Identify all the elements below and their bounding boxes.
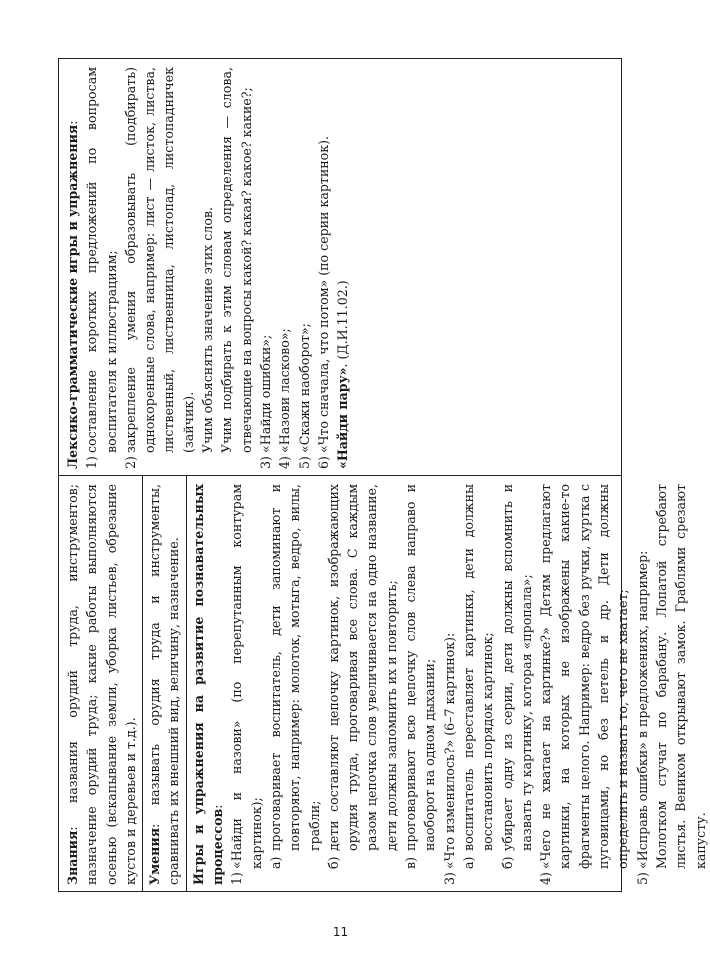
list-item [121,67,198,469]
item-text: проговаривают всю цепочку слов слева направо и наоборот на одном дыхании; [403,484,438,851]
item-number: 5) [296,456,312,469]
list-item [314,67,333,469]
games-heading: Игры и упражнения на развитие познавательных процессов: [190,484,226,885]
definitions-line: Учим подбирать к этим словам определения — слова, отвечающие на вопросы какой? какая? какое? какие?; [219,67,254,453]
item-text: убирает одну из серии, дети должны вспомнить и назвать ту картинку, которая «пропала»; [499,484,534,851]
list-subitem [324,484,401,885]
item-text: «Чего не хватает на картинке?» Детям предлагают картинки, на которых не изображены какие-то фрагменты целого. Например: ведро без ручки, куртка с пуговицами, но без петель и др. Дети должны определить и назвать то, чего не хватает; [538,484,631,869]
item-text: дети составляют цепочку картинок, изображающих орудия труда, проговаривая все слова. С каждым разом цепочка слов увеличивается на одно название, дети должны запомнить их и повторить; [325,484,399,851]
item-text: «Исправь ошибки» в предложениях, например: [634,550,650,869]
list-item [440,484,459,885]
pair-line [333,67,352,469]
item-number: 1) [84,456,100,469]
list-item [275,67,294,469]
pair-label: «Найди пару» [335,367,351,469]
lexical-heading: Лексико-грамматические игры и упражнения: [65,120,80,469]
example-sentences: Молотком стучат по барабану. Лопатой сгребают листья. Веником открывают замок. Граблями срезают капусту. [653,484,708,869]
item-number: 6) [315,456,331,469]
item-text: «Назови ласково»; [277,328,293,453]
content-table [58,58,708,892]
item-number: а) [460,856,476,869]
item-number: 2) [122,456,138,469]
games-list [227,484,652,885]
lexical-games-list [256,67,333,469]
item-text: «Найди и назови» (по перепутанным контурам картинок); [229,484,264,869]
pair-text: . (Д.И.11.02.) [335,280,351,368]
list-item [295,67,314,469]
row-divider [142,476,143,891]
item-text: составление коротких предложений по вопросам воспитателя к иллюстрациям; [84,67,119,453]
list-item [633,484,652,885]
list-subitem [266,484,324,885]
item-number: 4) [538,872,554,885]
right-column [59,59,621,475]
item-text: «Скажи наоборот»; [296,323,312,453]
list-item [82,67,121,469]
list-subitem [459,484,498,885]
lexical-list [82,67,198,469]
knowledge-paragraph [63,484,140,885]
item-number: б) [499,856,515,869]
item-number: 4) [277,456,293,469]
item-number: б) [325,856,341,869]
item-text: «Что сначала, что потом» (по серии картинок). [315,135,331,453]
item-text: воспитатель переставляет картинки, дети должны восстановить порядок картинок; [460,484,496,851]
item-number: в) [403,856,419,869]
list-item [227,484,266,885]
page-number: 11 [332,925,349,939]
skills-paragraph [145,484,184,885]
list-subitem [401,484,440,885]
item-text: «Найди ошибки»; [257,334,273,453]
item-number: 3) [257,456,273,469]
list-item [256,67,275,469]
item-number: 1) [229,872,245,885]
item-text: проговаривает воспитатель, дети запоминают и повторяют, например: молоток, мотыга, ведро, вилы, грабли; [267,484,322,851]
skills-label: Умения [147,827,163,885]
item-number: 5) [634,872,650,885]
row-divider [186,476,187,891]
list-subitem [498,484,537,885]
knowledge-label: Знания [65,830,80,885]
left-column [59,475,708,891]
rotated-table-wrapper [58,58,708,892]
explain-line: Учим объяснять значение этих слов. [200,206,216,453]
list-item [536,484,632,885]
item-number: 3) [441,872,457,885]
item-text: «Что изменилось?» (6–7 картинок): [441,632,457,869]
item-text: закрепление умения образовывать (подбирать) однокоренные слова, например: лист — листок, листва, лиственный, лиственница, листопад, листопадничек (зайчик). [122,67,196,453]
item-number: а) [267,856,283,869]
knowledge-text: : названия орудий труда, инструментов; назначение орудий труда; какие работы выполняются осенью (вскапывание земли, уборка листьев, обрезание кустов и деревьев и т.д.). [65,484,138,885]
skills-text: : называть орудия труда и инструменты, сравнивать их внешний вид, величину, назначение. [147,484,182,885]
